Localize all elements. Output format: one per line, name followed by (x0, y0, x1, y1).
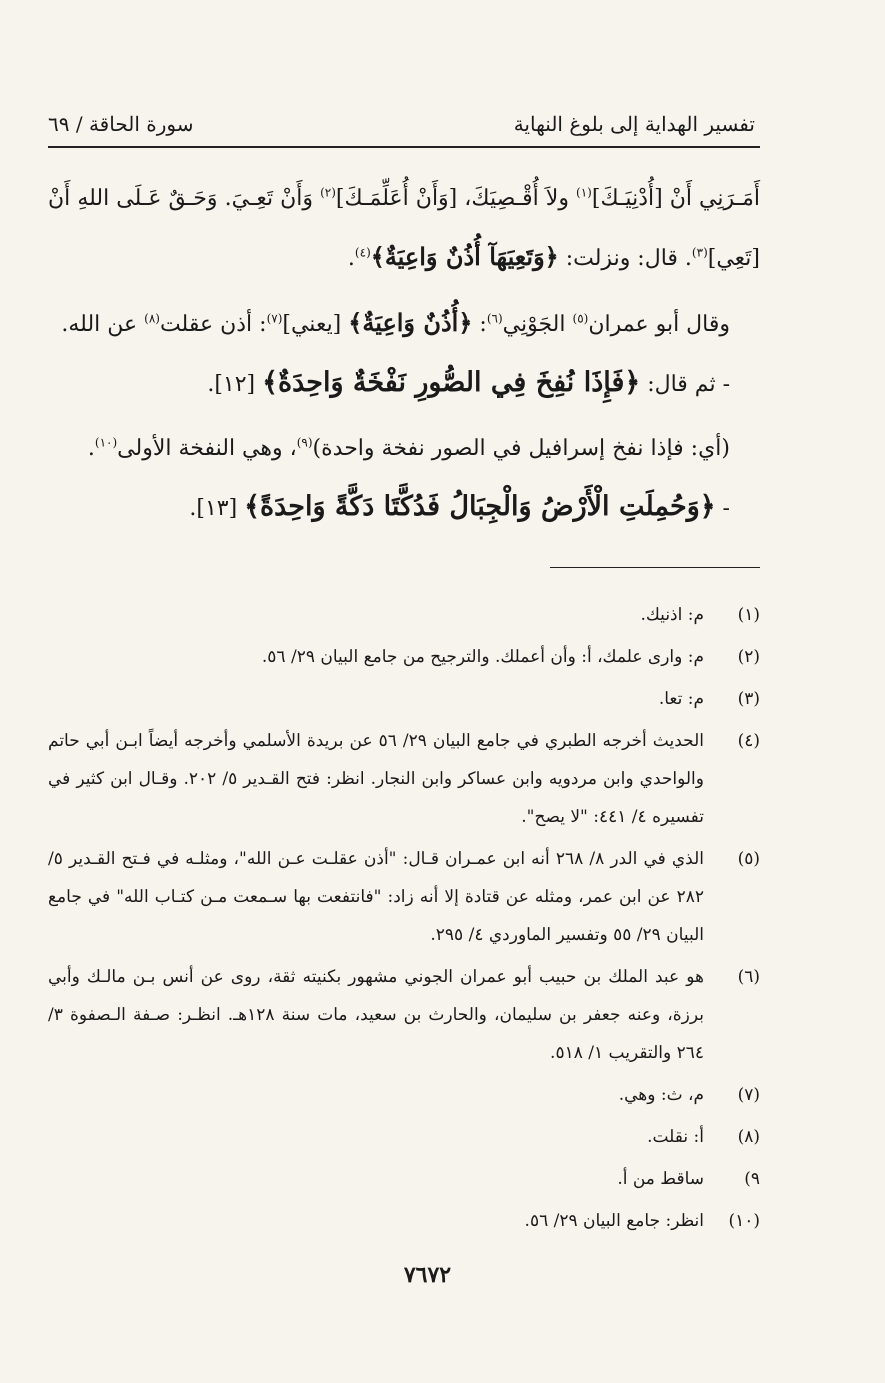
footnote (48, 840, 760, 954)
footnote-ref-1[interactable]: (١) (576, 185, 592, 200)
footnote-ref-10[interactable]: (١٠) (94, 435, 118, 450)
text-segment: أَمَـرَنِي أَنْ [أُدْنِيَـكَ] (591, 186, 760, 211)
text-segment: - (715, 496, 730, 521)
text-segment: الجَوْنِي (502, 312, 573, 337)
footnote-number: (٦) (737, 967, 760, 987)
footnote-ref-7[interactable]: (٧) (266, 311, 283, 326)
surah-page-label: سورة الحاقة / ٦٩ (48, 112, 194, 136)
footnote-text: أ: نقلت. (647, 1127, 704, 1147)
text-segment: . (87, 436, 95, 461)
footnote-ref-3[interactable]: (٣) (691, 245, 708, 260)
quran-verse: ﴿وَحُمِلَتِ الْأَرْضُ وَالْجِبَالُ فَدُكَّتَا دَكَّةً وَاحِدَةً﴾ (244, 491, 716, 522)
text-segment: عن الله. (61, 312, 145, 337)
header-rule (48, 146, 760, 148)
footnote-ref-5[interactable]: (٥) (572, 311, 589, 326)
paragraph-5 (48, 478, 760, 538)
footnote-text: ساقط من أ. (617, 1169, 704, 1189)
footnote-separator (550, 567, 760, 568)
footnote-ref-8[interactable]: (٨) (144, 311, 160, 326)
footnote-number: (١٠) (728, 1211, 760, 1231)
footnote-ref-4[interactable]: (٤) (354, 245, 371, 260)
footnote-text: انظر: جامع البيان ٢٩/ ٥٦. (524, 1211, 704, 1231)
text-segment: . قال: ونزلت: (558, 246, 692, 271)
text-segment: . (347, 246, 355, 271)
footnote-number: (٢) (737, 647, 760, 667)
footnote-ref-2[interactable]: (٢) (320, 185, 336, 200)
text-segment: (أي: فإذا نفخ إسرافيل في الصور نفخة واحدة) (312, 436, 730, 461)
paragraph-1 (48, 170, 760, 288)
footnote (48, 958, 760, 1072)
footnote (48, 680, 760, 718)
footnote-ref-6[interactable]: (٦) (486, 311, 503, 326)
footnote-number: ٩) (744, 1169, 760, 1189)
main-text (48, 170, 760, 538)
paragraph-3 (48, 354, 760, 414)
footnote (48, 1118, 760, 1156)
footnote (48, 596, 760, 634)
footnote-text: م، ث: وهي. (618, 1085, 704, 1105)
text-segment: وقال أبو عمران (588, 312, 730, 337)
footnote-text: م: اذنيك. (640, 605, 704, 625)
footnote (48, 638, 760, 676)
text-segment: ولاَ أُقْـصِيَكَ، [وَأَنْ أُعَلِّمَـكَ] (335, 186, 577, 211)
footnote (48, 722, 760, 836)
footnotes (48, 596, 760, 1244)
text-segment: - ثم قال: (640, 372, 730, 397)
quran-quote: ﴿وَتَعِيَهَآ أُذُنٌ وَاعِيَةٌ﴾ (370, 242, 559, 271)
book-title: تفسير الهداية إلى بلوغ النهاية (513, 112, 755, 136)
footnote (48, 1160, 760, 1198)
footnote-number: (٤) (737, 731, 760, 751)
text-segment: : أذن عقلت (159, 312, 267, 337)
footnote-text: الحديث أخرجه الطبري في جامع البيان ٢٩/ ٥٦ عن بريدة الأسلمي وأخرجه أيضاً ابـن أبي حاتم والواحدي وابن مردويه وابن عساكر وابن النجار. انظر: فتح القـدير ٥/ ٢٠٢. وقـال ابن كثير في تفسيره ٤/ ٤٤١: "لا يصح". (48, 731, 704, 827)
footnote-number: (٧) (737, 1085, 760, 1105)
footnote (48, 1202, 760, 1240)
verse-number: [١٣]. (189, 496, 245, 521)
footnote-ref-9[interactable]: (٩) (296, 435, 313, 450)
text-segment: : (472, 312, 487, 337)
verse-number: [١٢]. (207, 372, 263, 397)
footnote-number: (٨) (737, 1127, 760, 1147)
footnote-text: هو عبد الملك بن حبيب أبو عمران الجوني مشهور بكنيته ثقة، روى عن أنس بـن مالـك وأبي برزة، وعنه جعفر بن سليمان، والحارث بن سعيد، مات سنة ١٢٨هـ. انظـر: صـفة الـصفوة ٣/ ٢٦٤ والتقريب ١/ ٥١٨. (48, 967, 705, 1063)
text-segment: ، وهي النفخة الأولى (117, 436, 297, 461)
page-number: ٧٦٧٢ (403, 1262, 452, 1288)
footnote-number: (١) (737, 605, 760, 625)
footnote (48, 1076, 760, 1114)
text-segment: [يعني] (282, 312, 349, 337)
text-segment: وَأَنْ تَعِـيَ. وَحَـقٌ عَـلَى اللهِ أَنْ [تَعِي] (48, 186, 760, 271)
footnote-number: (٥) (737, 849, 760, 869)
footnote-number: (٣) (737, 689, 760, 709)
quran-quote: ﴿أُذُنٌ وَاعِيَةٌ﴾ (348, 308, 473, 337)
quran-verse: ﴿فَإِذَا نُفِخَ فِي الصُّورِ نَفْخَةٌ وَاحِدَةٌ﴾ (262, 367, 641, 398)
footnote-text: م: وارى علمك، أ: وأن أعملك. والترجيح من جامع البيان ٢٩/ ٥٦. (261, 647, 704, 667)
paragraph-2 (48, 294, 760, 354)
footnote-text: الذي في الدر ٨/ ٢٦٨ أنه ابن عمـران قـال: "أذن عقلـت عـن الله"، ومثلـه في فـتح القـدير ٥/ ٢٨٢ عن ابن عمر، ومثله عن قتادة إلا أنه زاد: "فانتفعت بها سـمعت مـن كتـاب الله" في جامع البيان ٢٩/ ٥٥ وتفسير الماوردي ٤/ ٢٩٥. (48, 849, 704, 945)
running-header (48, 108, 755, 140)
footnote-text: م: تعا. (658, 689, 704, 709)
paragraph-4 (48, 420, 760, 478)
